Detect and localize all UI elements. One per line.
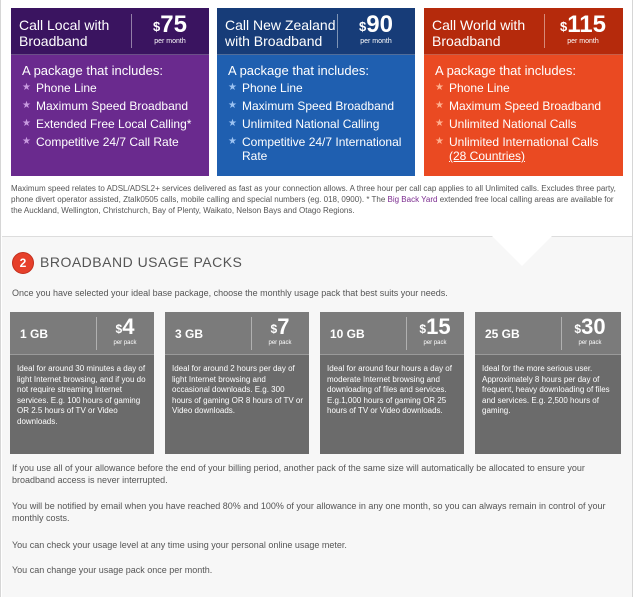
star-icon: ★: [22, 136, 31, 147]
plan-header-divider: [337, 14, 338, 48]
star-icon: ★: [22, 118, 31, 129]
usage-pack-25gb[interactable]: [475, 312, 621, 454]
note-change-pack: You can change your usage pack once per month.: [12, 565, 213, 575]
price-amount: 75: [160, 11, 187, 38]
pack-description: Ideal for around 2 hours per day of light Internet browsing and occasional downloads. E.g. 300 hours of gaming OR 8 hours of TV or Video downloads.: [172, 364, 304, 415]
big-back-yard-link[interactable]: Big Back Yard: [387, 195, 438, 204]
pack-price: $7 per pack: [268, 314, 292, 346]
plan-features: [435, 81, 619, 167]
star-icon: ★: [228, 100, 237, 111]
note-usage-meter: You can check your usage level at any time using your personal online usage meter.: [12, 540, 347, 550]
plan-features: [22, 81, 206, 153]
countries-link[interactable]: (28 Countries): [449, 149, 526, 163]
price-period: per month: [154, 38, 186, 45]
price-amount: 90: [366, 11, 393, 38]
star-icon: ★: [435, 82, 444, 93]
plan-feature: ★ Maximum Speed Broadband: [22, 99, 189, 113]
pack-description: Ideal for around four hours a day of moderate Internet browsing and downloading of files and services. E.g.1,000 hours of gaming OR 25 hours of TV or Video downloads.: [327, 364, 452, 415]
pack-size: 10 GB: [330, 327, 365, 341]
section-title: BROADBAND USAGE PACKS: [40, 254, 243, 270]
plan-feature: ★ Maximum Speed Broadband: [228, 99, 395, 113]
plan-price: [548, 12, 618, 46]
plan-feature: ★ Extended Free Local Calling*: [22, 117, 192, 131]
star-icon: ★: [435, 100, 444, 111]
usage-pack-1gb[interactable]: [10, 312, 154, 454]
plan-card-call-world[interactable]: [424, 8, 623, 176]
price-period: per month: [567, 38, 599, 45]
pack-description: Ideal for around 30 minutes a day of light Internet browsing, and if you do not require streaming Internet services. E.g. 100 hours of gaming OR 2.5 hours of TV or Video downloads.: [17, 364, 146, 426]
star-icon: ★: [22, 100, 31, 111]
star-icon: ★: [435, 136, 444, 147]
plan-header-divider: [131, 14, 132, 48]
plan-intro: A package that includes:: [22, 63, 163, 78]
plan-price: [135, 12, 205, 46]
plan-feature: ★ Phone Line: [228, 81, 303, 95]
star-icon: ★: [228, 118, 237, 129]
usage-packs-row: [10, 312, 622, 454]
plan-feature: ★ Phone Line: [22, 81, 97, 95]
plan-name: Call New Zealand with Broadband: [225, 17, 336, 49]
price-amount: 115: [567, 11, 606, 38]
plans-row: [11, 8, 623, 176]
plan-header: [424, 8, 623, 55]
plan-features: [228, 81, 412, 167]
pack-price: $4 per pack: [113, 314, 137, 346]
plan-feature: ★ Unlimited International Calls (28 Countries): [435, 135, 599, 163]
currency-symbol: $: [359, 19, 367, 34]
currency-symbol: $: [560, 19, 568, 34]
pack-size: 25 GB: [485, 327, 520, 341]
star-icon: ★: [435, 118, 444, 129]
pack-size: 3 GB: [175, 327, 204, 341]
star-icon: ★: [22, 82, 31, 93]
note-email-notification: You will be notified by email when you have reached 80% and 100% of your allowance in any one month, so you can always remain in control of your monthly costs.: [12, 501, 606, 523]
plan-name: Call Local with Broadband: [19, 17, 110, 49]
plan-feature: ★ Phone Line: [435, 81, 510, 95]
fine-print: Maximum speed relates to ADSL/ADSL2+ services delivered as fast as your connection allows. A three hour per call cap applies to all Unlimited calls. Excludes three party, phone divert operator assisted, Ztalk0505 calls, mobile calling and special numbers (eg. 018, 0900). * The Big Back Yard extended free local calling areas are available for the Auckland, Wellington, Christchurch, Bay of Plenty, Waikato, Nelson Bays and Otago Regions.: [11, 184, 616, 215]
plan-card-call-local[interactable]: [11, 8, 209, 176]
usage-pack-10gb[interactable]: [320, 312, 464, 454]
plan-feature: ★ Unlimited National Calling: [228, 117, 380, 131]
usage-pack-3gb[interactable]: [165, 312, 309, 454]
plan-card-call-new-zealand[interactable]: [217, 8, 415, 176]
star-icon: ★: [228, 136, 237, 147]
note-auto-allocate: If you use all of your allowance before the end of your billing period, another pack of the same size will automatically be allocated to ensure your broadband access is never interrupted.: [12, 463, 585, 485]
plan-price: [341, 12, 411, 46]
plan-feature: ★ Competitive 24/7 Call Rate: [22, 135, 179, 149]
pack-price: $15 per pack: [419, 314, 451, 346]
pointer-triangle: [492, 236, 552, 266]
pack-price: $30 per pack: [574, 314, 606, 346]
pack-size: 1 GB: [20, 327, 49, 341]
usage-packs-section: [2, 236, 632, 597]
star-icon: ★: [228, 82, 237, 93]
step-number-badge: 2: [12, 252, 34, 274]
plan-header-divider: [544, 14, 545, 48]
plan-feature: ★ Maximum Speed Broadband: [435, 99, 602, 113]
plan-intro: A package that includes:: [435, 63, 576, 78]
plan-feature: ★ Unlimited National Calls: [435, 117, 577, 131]
plan-header: [217, 8, 415, 55]
plan-name: Call World with Broadband: [432, 17, 526, 49]
plan-header: [11, 8, 209, 55]
section-intro: Once you have selected your ideal base package, choose the monthly usage pack that best suits your needs.: [12, 288, 448, 298]
pack-description: Ideal for the more serious user. Approximately 8 hours per day of frequent, heavy downloading of files and services. E.g. 2,500 hours of gaming.: [482, 364, 610, 415]
price-period: per month: [360, 38, 392, 45]
currency-symbol: $: [153, 19, 161, 34]
plan-feature: ★ Competitive 24/7 International Rate: [228, 135, 402, 163]
plan-intro: A package that includes:: [228, 63, 369, 78]
